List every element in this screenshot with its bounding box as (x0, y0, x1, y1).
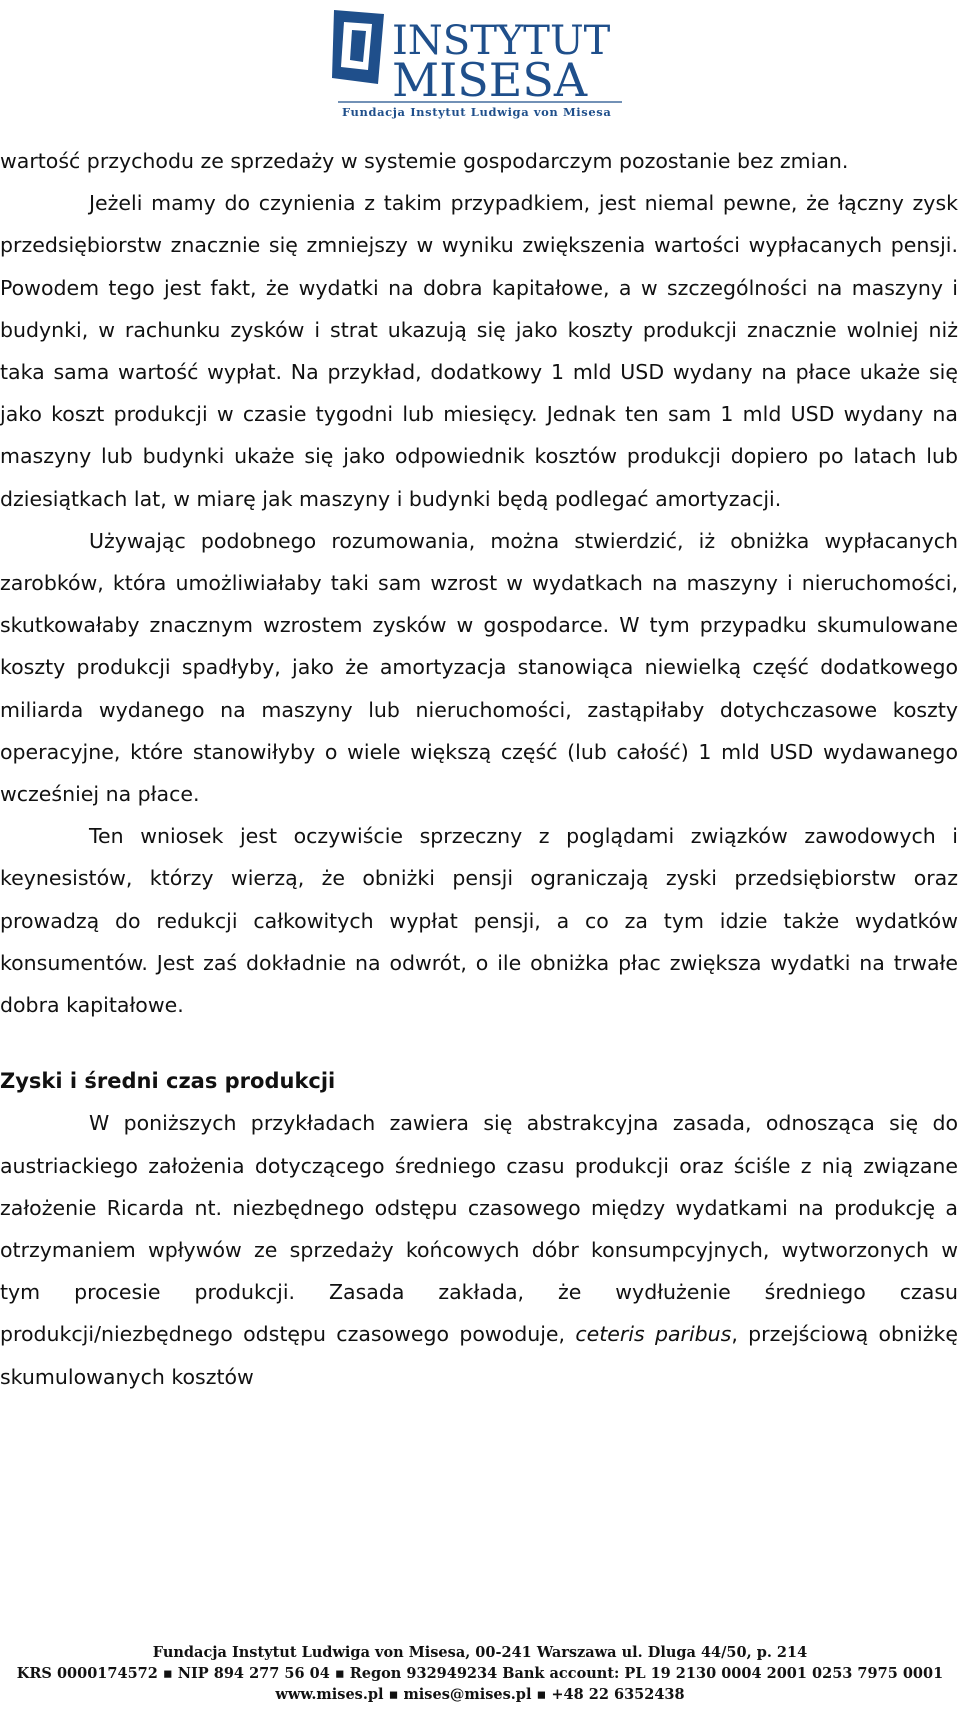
paragraph-5-end: , przejściową obniżkę skumulowanych kosztów (0, 1322, 958, 1389)
page-header (0, 0, 960, 125)
paragraph-1: wartość przychodu ze sprzedaży w systemie gospodarczym pozostanie bez zmian. (0, 149, 849, 173)
paragraph-5-start: W poniższych przykładach zawiera się abstrakcyjna zasada, odnosząca się do austriackiego założenia dotyczącego średniego czasu produkcji oraz ściśle z nią związane założenie Ricarda nt. niezbędnego odstępu czasowego między wydatkami na produkcję a otrzymaniem wpływów ze sprzedaży końcowych dóbr konsumpcyjnych, wytworzonych w tym procesie produkcji. Zasada zakłada, że wydłużenie średniego czasu produkcji/niezbędnego odstępu czasowego powoduje, (0, 1111, 958, 1347)
logo-line1: INSTYTUT (392, 18, 611, 64)
paragraph-3: Używając podobnego rozumowania, można stwierdzić, iż obniżka wypłacanych zarobków, która umożliwiałaby taki sam wzrost w wydatkach na maszyny i nieruchomości, skutkowałaby znacznym wzrostem zysków w gospodarce. W tym przypadku skumulowane koszty produkcji spadłyby, jako że amortyzacja stanowiąca niewielką część dodatkowego miliarda wydanego na maszyny lub nieruchomości, zastąpiłaby dotychczasowe koszty operacyjne, które stanowiłyby o wiele większą część (lub całość) 1 mld USD wydawanego wcześniej na płace. (0, 528, 958, 807)
footer-address: Fundacja Instytut Ludwiga von Misesa, 00-241 Warszawa ul. Dluga 44/50, p. 214 (152, 1644, 808, 1661)
page-footer (0, 1642, 960, 1705)
logo-line2: MISESA (392, 53, 588, 107)
document-body (0, 140, 958, 1398)
footer-contact: www.mises.pl ▪ mises@mises.pl ▪ +48 22 6352438 (275, 1686, 685, 1703)
logo-graphic (332, 8, 628, 120)
ceteris-paribus-italic: ceteris paribus (575, 1322, 732, 1347)
paragraph-4: Ten wniosek jest oczywiście sprzeczny z poglądami związków zawodowych i keynesistów, którzy wierzą, że obniżki pensji ograniczają zyski przedsiębiorstw oraz prowadzą do redukcji całkowitych wypłat pensji, a co za tym idzie także wydatków konsumentów. Jest zaś dokładnie na odwrót, o ile obniżka płac zwiększa wydatki na trwałe dobra kapitałowe. (0, 824, 958, 1018)
logo-tagline: Fundacja Instytut Ludwiga von Misesa (342, 105, 612, 119)
footer-registration: KRS 0000174572 ▪ NIP 894 277 56 04 ▪ Regon 932949234 Bank account: PL 19 2130 0004 2001 0253 7975 0001 (16, 1665, 944, 1682)
paragraph-2: Jeżeli mamy do czynienia z takim przypadkiem, jest niemal pewne, że łączny zysk przedsiębiorstw znacznie się zmniejszy w wyniku zwiększenia wartości wypłacanych pensji. Powodem tego jest fakt, że wydatki na dobra kapitałowe, a w szczególności na maszyny i budynki, w rachunku zysków i strat ukazują się jako koszty produkcji znacznie wolniej niż taka sama wartość wypłat. Na przykład, dodatkowy 1 mld USD wydany na płace ukaże się jako koszt produkcji w czasie tygodni lub miesięcy. Jednak ten sam 1 mld USD wydany na maszyny lub budynki ukaże się jako odpowiednik kosztów produkcji dopiero po latach lub dziesiątkach lat, w miarę jak maszyny i budynki będą podlegać amortyzacji. (0, 191, 958, 511)
paragraph-5 (0, 1102, 958, 1397)
instytut-misesa-logo (332, 8, 628, 120)
section-heading: Zyski i średni czas produkcji (0, 1069, 336, 1094)
